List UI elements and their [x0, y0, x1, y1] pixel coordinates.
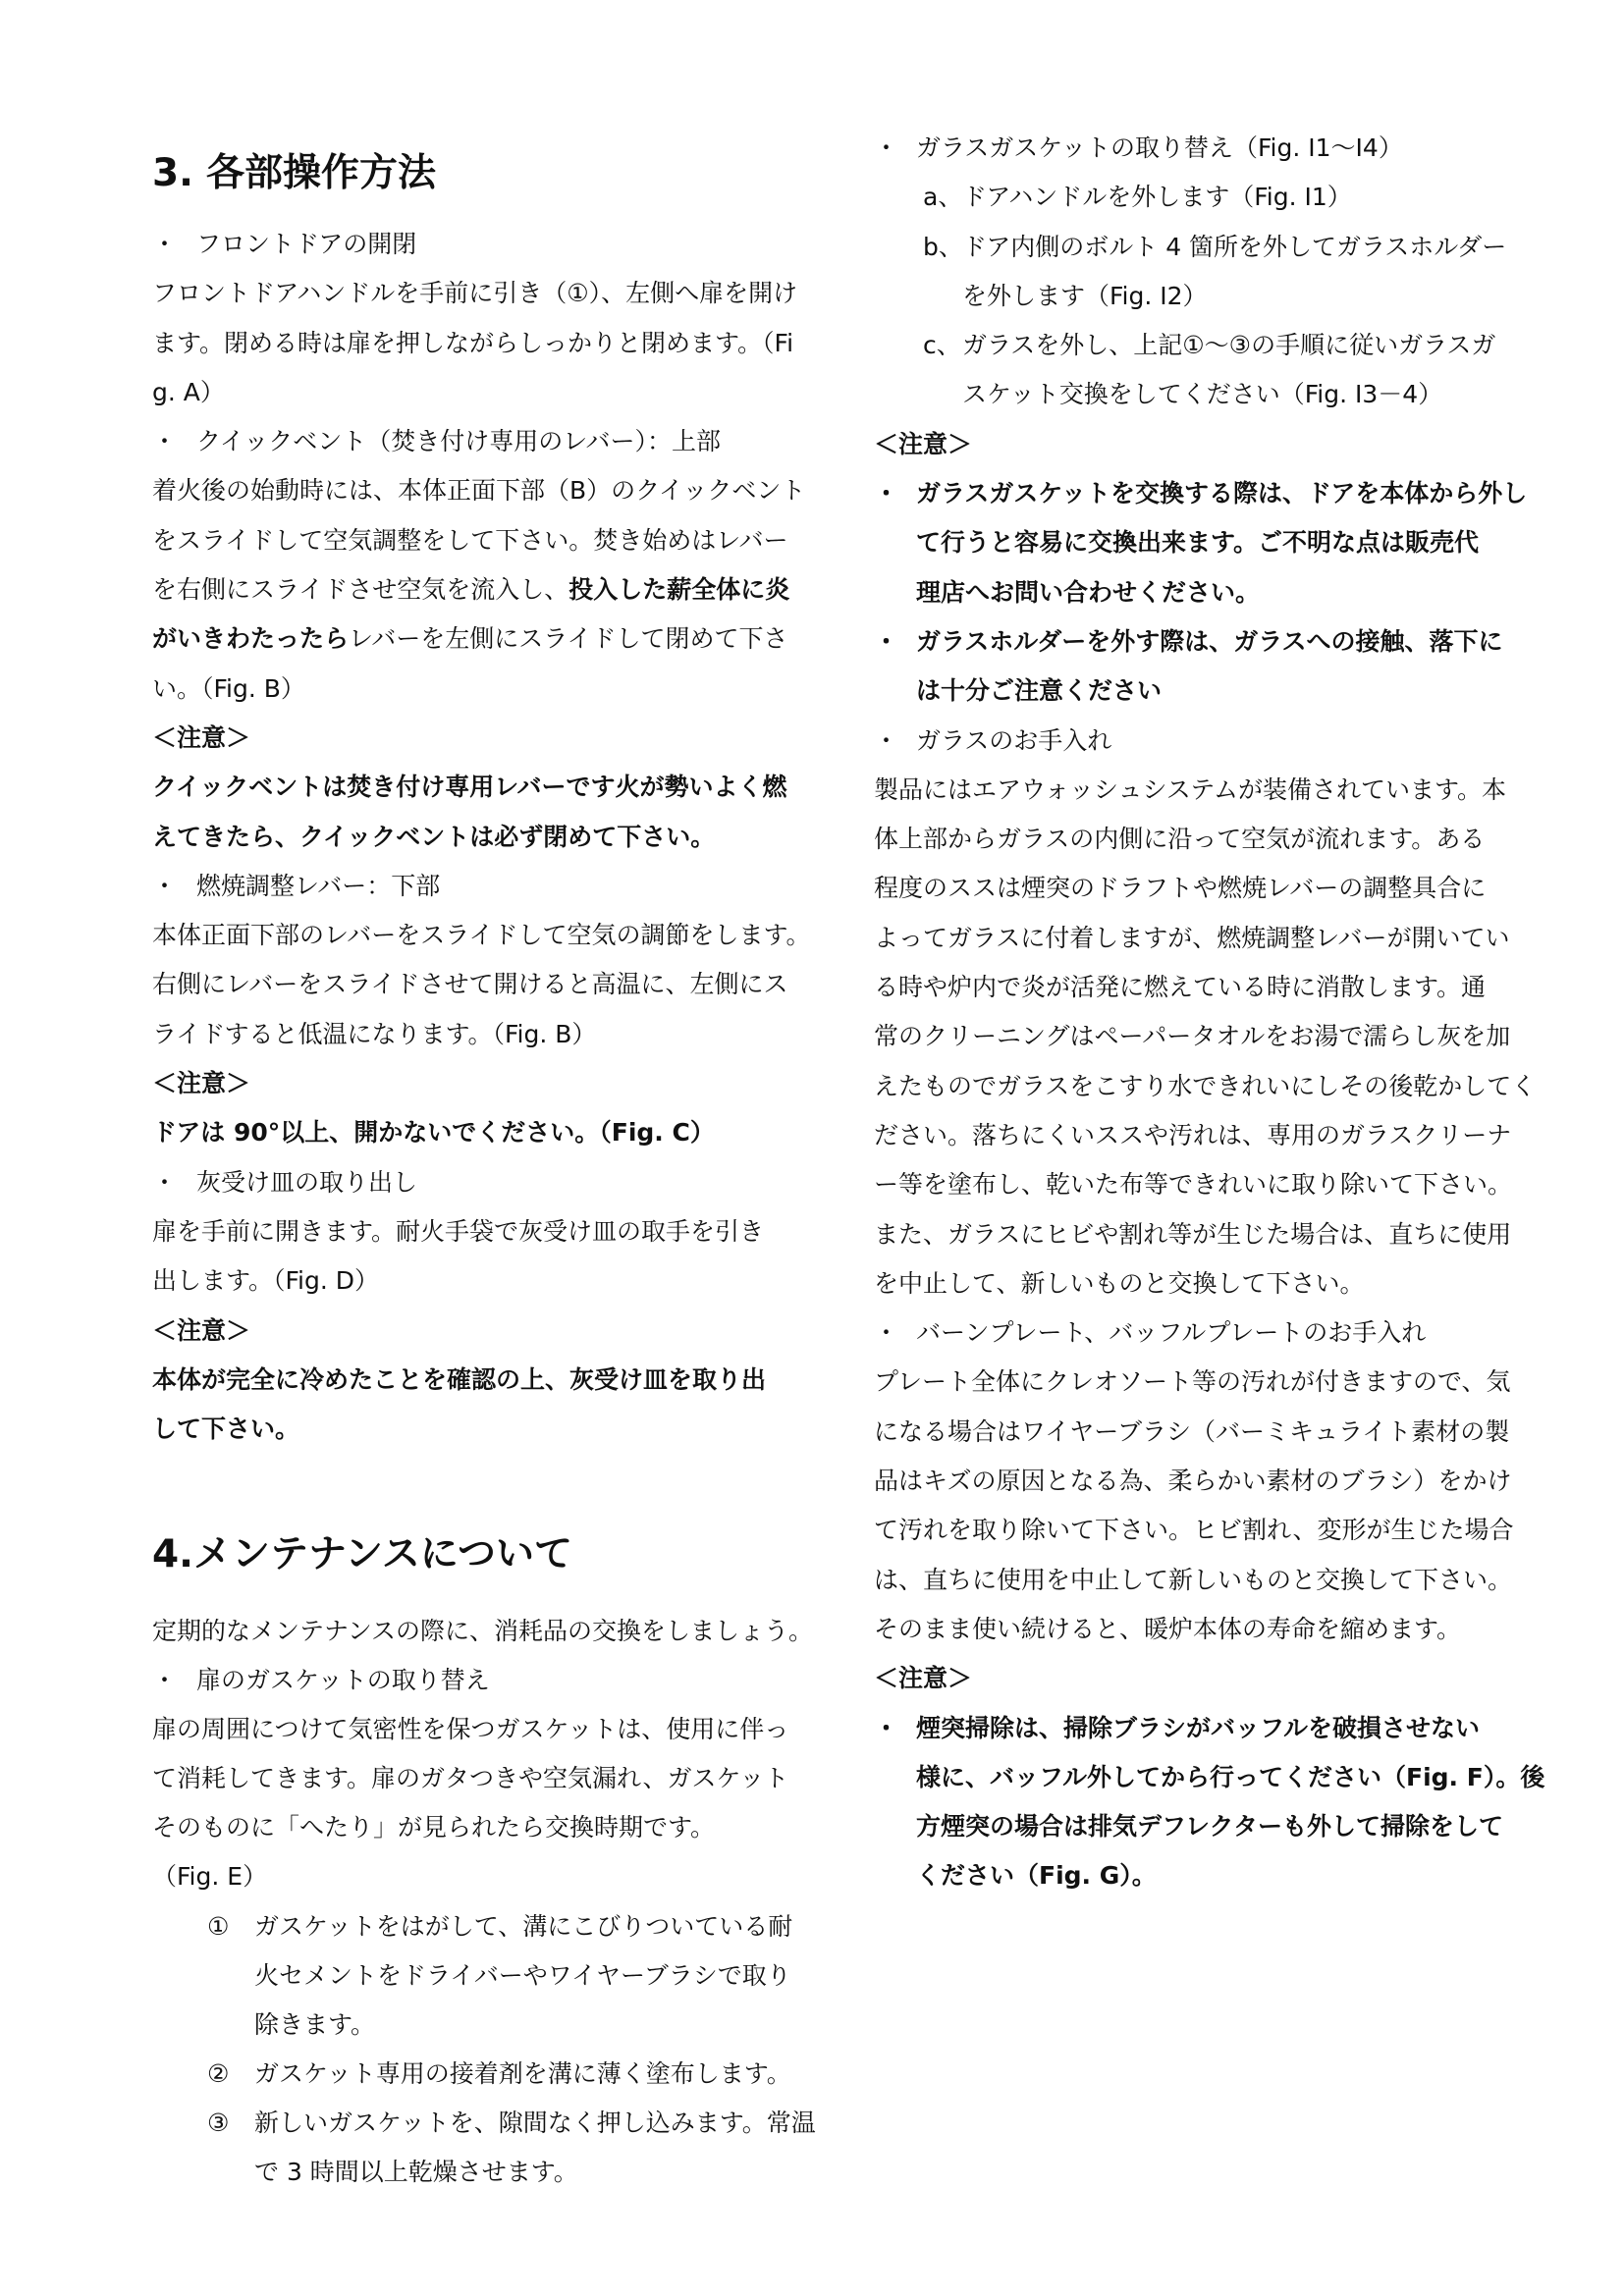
- body-line: g. A）: [152, 377, 225, 406]
- body-line: 出します。（Fig. D）: [152, 1266, 380, 1296]
- step-text: 除きます。: [254, 2009, 376, 2039]
- caution-label: ＜注意＞: [874, 1664, 973, 1693]
- body-line: は、直ちに使用を中止して新しいものと交換して下さい。: [874, 1565, 1513, 1594]
- caution-line: 方煙突の場合は排気デフレクターも外して掃除をして: [916, 1812, 1504, 1842]
- caution-item: [874, 469, 1544, 518]
- body-line: 扉を手前に開きます。耐火手袋で灰受け皿の取手を引き: [152, 1216, 765, 1246]
- caution-label: ＜注意＞: [152, 1315, 251, 1345]
- item-title: ガラスのお手入れ: [916, 725, 1112, 755]
- step-text: で 3 時間以上乾燥させます。: [254, 2158, 578, 2187]
- body-line: そのものに「へたり」が見られたら交換時期です。: [152, 1813, 716, 1842]
- emphasis-segment: 投入した薪全体に炎: [568, 575, 790, 605]
- caution-line: ドアは 90°以上、開かないでください。（Fig. C）: [152, 1118, 715, 1148]
- step-text: スケット交換をしてください（Fig. I3－4）: [962, 380, 1443, 409]
- figure-reference: （Fig. E）: [152, 1862, 268, 1892]
- step-text: ドアハンドルを外します（Fig. I1）: [962, 183, 1352, 212]
- body-line: 品はキズの原因となる為、柔らかい素材のブラシ）をかけ: [874, 1467, 1512, 1496]
- step-number: ①: [207, 1911, 230, 1941]
- caution-label: ＜注意＞: [874, 429, 973, 458]
- item-heading-glass-care: [874, 717, 1544, 766]
- item-heading-combustion-lever: [152, 862, 811, 911]
- body-line: そのまま使い続けると、暖炉本体の寿命を縮めます。: [874, 1614, 1462, 1643]
- body-line: えたものでガラスをこすり水できれいにしその後乾かしてく: [874, 1071, 1537, 1100]
- step-number: ③: [207, 2108, 230, 2137]
- caution-label: ＜注意＞: [152, 1069, 251, 1098]
- section-number: 3.: [152, 151, 193, 195]
- body-line: をスライドして空気調整をして下さい。焚き始めはレバー: [152, 525, 788, 555]
- bullet: ・: [152, 1167, 178, 1197]
- body-line: い。（Fig. B）: [152, 673, 305, 703]
- body-line: ます。閉める時は扉を押しながらしっかりと閉めます。（Fi: [152, 328, 794, 357]
- intro-line: 定期的なメンテナンスの際に、消耗品の交換をしましょう。: [152, 1617, 814, 1645]
- text-segment: レバーを左側にスライドして閉めて下さ: [349, 624, 788, 654]
- numbered-step: [152, 2050, 816, 2099]
- body-line: 本体正面下部のレバーをスライドして空気の調節をします。: [152, 921, 811, 950]
- section-4-heading: [152, 1525, 572, 1584]
- text-segment: を右側にスライドさせ空気を流入し、: [152, 575, 569, 605]
- body-line: また、ガラスにヒビや割れ等が生じた場合は、直ちに使用: [874, 1219, 1512, 1249]
- body-line: フロントドアハンドルを手前に引き（①）、左側へ扉を開け: [152, 279, 798, 308]
- caution-label: ＜注意＞: [152, 722, 251, 752]
- body-line: を中止して、新しいものと交換して下さい。: [874, 1268, 1365, 1298]
- item-heading-plate-care: [874, 1308, 1544, 1358]
- bullet: ・: [874, 725, 899, 755]
- step-text: ドア内側のボルト 4 箇所を外してガラスホルダー: [962, 232, 1507, 261]
- item-heading-front-door: [152, 220, 811, 269]
- step-text: ガラスを外し、上記①～③の手順に従いガラスガ: [962, 331, 1496, 360]
- caution-line: 理店へお問い合わせください。: [916, 577, 1261, 607]
- step-label: c、: [923, 331, 961, 360]
- bullet: ・: [874, 1713, 899, 1742]
- caution-line: クイックベントは焚き付け専用レバーです火が勢いよく燃: [152, 773, 787, 802]
- bullet: ・: [874, 1318, 899, 1348]
- caution-text: ガラスホルダーを外す際は、ガラスへの接触、落下に: [916, 626, 1503, 656]
- caution-line: して下さい。: [152, 1415, 300, 1444]
- step-text: 火セメントをドライバーやワイヤーブラシで取り: [254, 1960, 791, 1990]
- body-line: ださい。落ちにくいススや汚れは、専用のガラスクリーナ: [874, 1120, 1512, 1149]
- bullet: ・: [874, 626, 899, 656]
- body-line: 製品にはエアウォッシュシステムが装備されています。本: [874, 774, 1507, 804]
- body-line: 着火後の始動時には、本体正面下部（B）のクイックベント: [152, 476, 806, 506]
- numbered-step: [152, 2099, 816, 2148]
- bullet: ・: [152, 427, 178, 456]
- step-number: ②: [207, 2058, 230, 2088]
- step-label: b、: [923, 232, 963, 261]
- step-text: ガスケット専用の接着剤を溝に薄く塗布します。: [254, 2058, 791, 2088]
- section-3-heading: [152, 144, 436, 203]
- item-heading-quick-vent: [152, 417, 811, 466]
- section-4-body: [152, 1607, 816, 2197]
- caution-line: 様に、バッフル外してから行ってください（Fig. F）。後: [916, 1762, 1545, 1791]
- step-text: ガスケットをはがして、溝にこびりついている耐: [254, 1911, 793, 1941]
- caution-item: [874, 617, 1544, 667]
- caution-line: て行うと容易に交換出来ます。ご不明な点は販売代: [916, 528, 1480, 558]
- body-line: [152, 565, 811, 614]
- numbered-step: [152, 1902, 816, 1951]
- item-heading-ash-pan: [152, 1158, 811, 1207]
- item-heading-glass-gasket: [874, 124, 1544, 173]
- item-title: 燃焼調整レバー：下部: [196, 871, 441, 900]
- lettered-step: [874, 173, 1544, 222]
- caution-line: は十分ご注意ください: [916, 676, 1163, 706]
- body-line: る時や炉内で炎が活発に燃えている時に消散します。通: [874, 973, 1487, 1002]
- caution-text: 煙突掃除は、掃除ブラシがバッフルを破損させない: [916, 1713, 1481, 1742]
- body-line: ー等を塗布し、乾いた布等できれいに取り除いて下さい。: [874, 1170, 1513, 1200]
- body-line: ライドすると低温になります。（Fig. B）: [152, 1019, 597, 1048]
- section-3-body: [152, 220, 811, 1454]
- item-title: バーンプレート、バッフルプレートのお手入れ: [916, 1318, 1427, 1348]
- section-number: 4.: [152, 1532, 193, 1576]
- caution-line: ください（Fig. G）。: [916, 1861, 1157, 1891]
- item-title: クイックベント（焚き付け専用のレバー）：上部: [196, 427, 722, 456]
- bullet: ・: [152, 1666, 178, 1695]
- body-line: 程度のススは煙突のドラフトや燃焼レバーの調整具合に: [874, 874, 1487, 903]
- body-line: になる場合はワイヤーブラシ（バーミキュライト素材の製: [874, 1416, 1510, 1446]
- body-line: 体上部からガラスの内側に沿って空気が流れます。ある: [874, 825, 1486, 854]
- step-text: を外します（Fig. I2）: [962, 281, 1208, 310]
- lettered-step: [874, 321, 1544, 370]
- step-text: 新しいガスケットを、隙間なく押し込みます。常温: [254, 2108, 816, 2137]
- body-line: プレート全体にクレオソート等の汚れが付きますので、気: [874, 1367, 1511, 1397]
- step-label: a、: [923, 183, 963, 212]
- bullet: ・: [874, 133, 899, 162]
- bullet: ・: [152, 871, 178, 900]
- caution-line: えてきたら、クイックベントは必ず閉めて下さい。: [152, 822, 716, 851]
- item-title: 扉のガスケットの取り替え: [196, 1666, 490, 1695]
- body-line: [152, 614, 811, 664]
- body-line: て消耗してきます。扉のガタつきや空気漏れ、ガスケット: [152, 1764, 789, 1793]
- section-title: 各部操作方法: [205, 151, 436, 195]
- caution-text: ガラスガスケットを交換する際は、ドアを本体から外し: [916, 479, 1528, 508]
- emphasis-segment: がいきわたったら: [152, 624, 350, 654]
- bullet: ・: [152, 230, 178, 258]
- item-title: 灰受け皿の取り出し: [196, 1167, 418, 1197]
- body-line: 扉の周囲につけて気密性を保つガスケットは、使用に伴っ: [152, 1715, 789, 1744]
- body-line: て汚れを取り除いて下さい。ヒビ割れ、変形が生じた場合: [874, 1516, 1514, 1545]
- item-title: フロントドアの開閉: [196, 230, 417, 258]
- section-title: メンテナンスについて: [192, 1532, 573, 1576]
- bullet: ・: [874, 479, 899, 508]
- body-line: 常のクリーニングはペーパータオルをお湯で濡らし灰を加: [874, 1022, 1511, 1051]
- right-column: [874, 124, 1544, 1901]
- item-title: ガラスガスケットの取り替え（Fig. I1～I4）: [916, 133, 1403, 162]
- body-line: 右側にレバーをスライドさせて開けると高温に、左側にス: [152, 970, 788, 999]
- caution-line: 本体が完全に冷めたことを確認の上、灰受け皿を取り出: [152, 1364, 767, 1394]
- caution-item: [874, 1704, 1544, 1753]
- item-heading-door-gasket: [152, 1656, 816, 1705]
- lettered-step: [874, 223, 1544, 272]
- body-line: よってガラスに付着しますが、燃焼調整レバーが開いてい: [874, 923, 1510, 952]
